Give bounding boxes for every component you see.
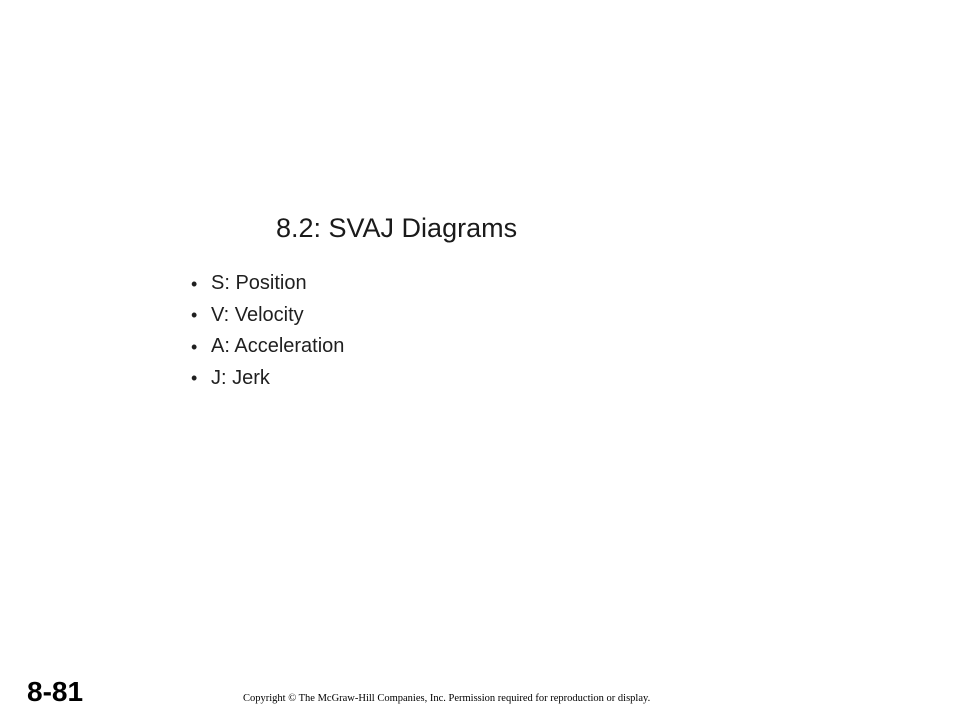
bullet-text: V: Velocity bbox=[211, 303, 304, 326]
list-item bbox=[191, 268, 344, 300]
list-item bbox=[191, 363, 344, 395]
bullet-icon: • bbox=[191, 336, 198, 357]
bullet-icon: • bbox=[191, 273, 198, 294]
list-item bbox=[191, 331, 344, 363]
list-item bbox=[191, 300, 344, 332]
bullet-list bbox=[191, 268, 344, 394]
bullet-icon: • bbox=[191, 368, 198, 389]
bullet-text: J: Jerk bbox=[211, 366, 270, 389]
slide-number: 8-81 bbox=[27, 676, 84, 707]
bullet-icon: • bbox=[191, 305, 198, 326]
bullet-text: A: Acceleration bbox=[211, 335, 345, 357]
bullet-text: S: Position bbox=[211, 272, 307, 294]
slide-title: 8.2: SVAJ Diagrams bbox=[276, 213, 518, 243]
copyright-notice: Copyright © The McGraw-Hill Companies, Inc. Permission required for reproduction or display. bbox=[243, 693, 651, 704]
